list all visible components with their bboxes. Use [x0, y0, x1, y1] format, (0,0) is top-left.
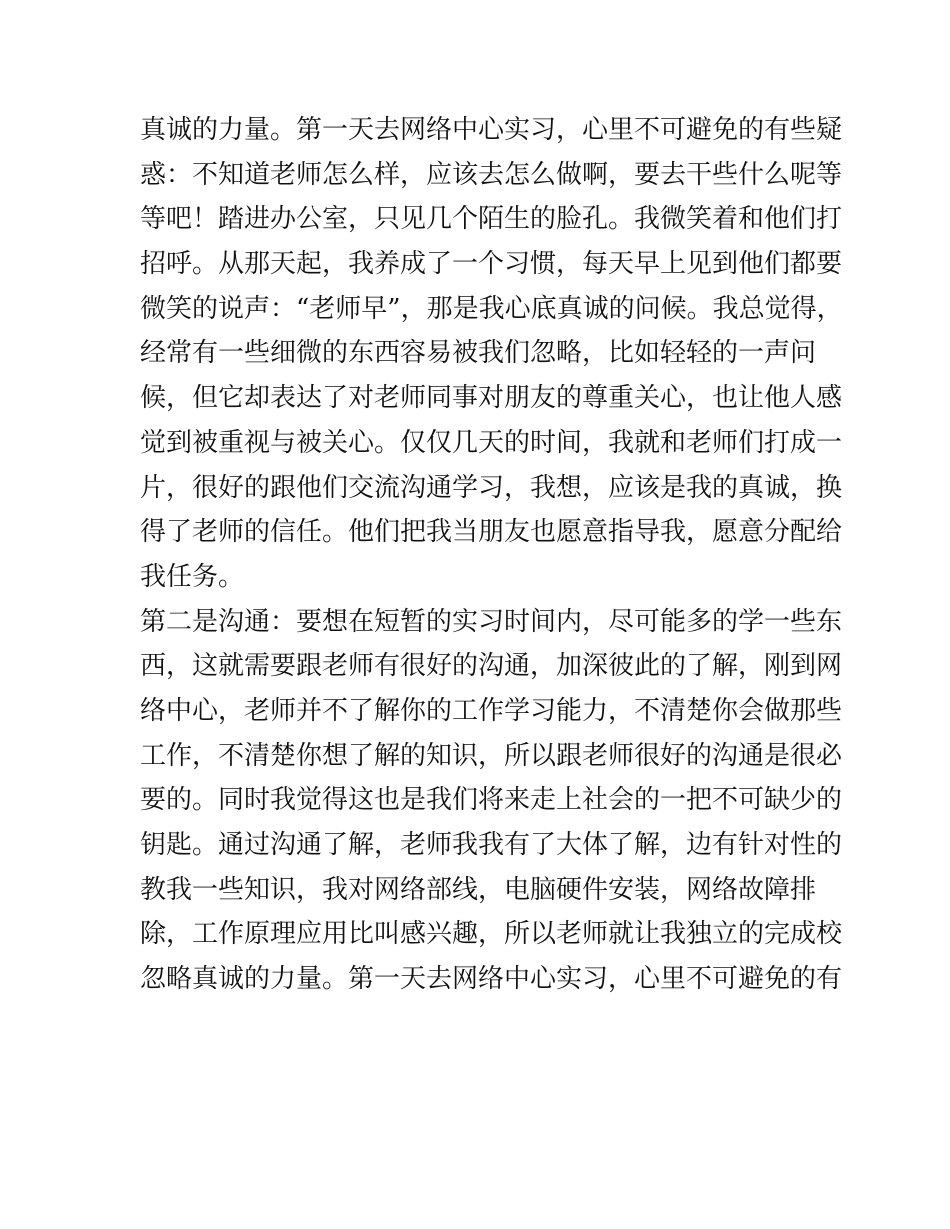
- body-text: [140, 108, 843, 1002]
- text-line: 候，但它却表达了对老师同事对朋友的尊重关心，也让他人感: [140, 383, 843, 414]
- text-line: 第二是沟通：要想在短暂的实习时间内，尽可能多的学一些东: [140, 606, 843, 637]
- text-line: 络中心，老师并不了解你的工作学习能力，不清楚你会做那些: [140, 695, 843, 726]
- text-line: 真诚的力量。第一天去网络中心实习，心里不可避免的有些疑: [140, 115, 843, 145]
- text-line: 片，很好的跟他们交流沟通学习，我想，应该是我的真诚，换: [140, 472, 843, 503]
- text-line: 工作，不清楚你想了解的知识，所以跟老师很好的沟通是很必: [140, 740, 843, 771]
- text-line: 西，这就需要跟老师有很好的沟通，加深彼此的了解，刚到网: [140, 651, 843, 682]
- text-line: 忽略真诚的力量。第一天去网络中心实习，心里不可避免的有: [140, 964, 843, 995]
- text-line: 除，工作原理应用比叫感兴趣，所以老师就让我独立的完成校: [140, 919, 843, 950]
- text-line: 经常有一些细微的东西容易被我们忽略，比如轻轻的一声问: [140, 338, 817, 369]
- text-line: 惑：不知道老师怎么样，应该去怎么做啊，要去干些什么呢等: [140, 159, 843, 190]
- text-line: 我任务。: [140, 561, 245, 592]
- text-line: 招呼。从那天起，我养成了一个习惯，每天早上见到他们都要: [140, 249, 843, 280]
- text-line: 钥匙。通过沟通了解，老师我我有了大体了解，边有针对性的: [140, 830, 843, 860]
- text-line: 教我一些知识，我对网络部线，电脑硬件安装，网络故障排: [140, 874, 817, 905]
- text-line: 等吧！踏进办公室，只见几个陌生的脸孔。我微笑着和他们打: [140, 204, 843, 235]
- text-line: 要的。同时我觉得这也是我们将来走上社会的一把不可缺少的: [140, 785, 843, 816]
- text-line: 微笑的说声：“老师早”，那是我心底真诚的问候。我总觉得，: [140, 293, 843, 324]
- text-line: 觉到被重视与被关心。仅仅几天的时间，我就和老师们打成一: [140, 427, 843, 458]
- text-line: 得了老师的信任。他们把我当朋友也愿意指导我，愿意分配给: [140, 517, 843, 548]
